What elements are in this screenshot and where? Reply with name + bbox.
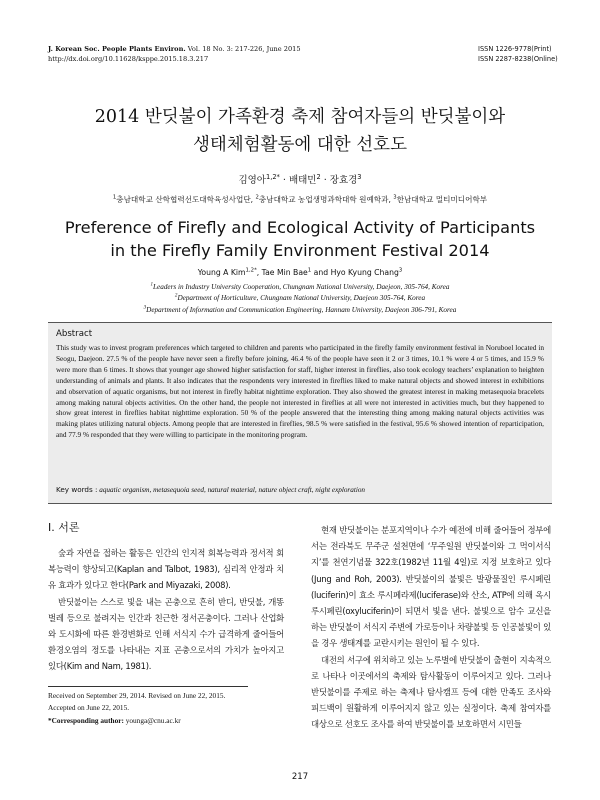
issn-print: ISSN 1226-9778(Print) xyxy=(478,45,552,53)
right-column xyxy=(311,522,551,733)
english-author-1-sup: 1,2* xyxy=(245,267,257,274)
author-separator: · xyxy=(320,175,330,186)
right-body xyxy=(311,522,551,733)
accepted-date: Accepted on June 22, 2015. xyxy=(48,703,130,713)
corresponding-label: *Corresponding author: xyxy=(48,715,124,725)
keywords-label: Key words : xyxy=(56,485,98,494)
korean-title xyxy=(0,103,600,159)
english-affil-3 xyxy=(0,305,600,316)
abstract-box xyxy=(48,322,552,504)
affil-sup-1: 1 xyxy=(112,194,117,201)
korean-author-2-sup: 2 xyxy=(316,172,321,181)
english-affil-3-text: Department of Information and Communication Engineering, Hannam University, Daejeon 306-791, Korea xyxy=(146,305,457,314)
korean-title-line1: 2014 반딧불이 가족환경 축제 참여자들의 반딧불이와 xyxy=(94,107,506,127)
korean-affil-1: 충남대학교 산학협력선도대학육성사업단, xyxy=(116,195,254,204)
journal-header xyxy=(48,44,301,64)
footnote xyxy=(48,690,308,727)
received-dates: Received on September 29, 2014. Revised on June 22, 2015. xyxy=(48,691,226,700)
english-title xyxy=(0,216,600,262)
corresponding-email[interactable]: younga@cnu.ac.kr xyxy=(125,715,181,725)
korean-author-1-sup: 1,2* xyxy=(265,172,280,181)
english-author-2: Tae Min Bae xyxy=(261,268,308,277)
english-author-2-sup: 1 xyxy=(307,267,312,274)
section-heading: Ⅰ. 서론 xyxy=(48,521,80,534)
and-word: and xyxy=(313,268,329,277)
english-author-1: Young A Kim xyxy=(197,268,246,277)
korean-affil-2: 충남대학교 농업생명과학대학 원예학과, xyxy=(258,195,391,204)
issn-block xyxy=(478,44,558,64)
english-title-line1: Preference of Firefly and Ecological Activity of Participants xyxy=(64,218,536,237)
english-author-3: Hyo Kyung Chang xyxy=(330,268,399,277)
english-title-line2: in the Firefly Family Environment Festival 2014 xyxy=(110,241,490,260)
doi-link[interactable]: http://dx.doi.org/10.11628/ksppe.2015.18.3.217 xyxy=(48,55,209,63)
affil-sup-3: 3 xyxy=(393,194,397,201)
english-affil-2 xyxy=(0,293,600,304)
korean-author-1: 김영아 xyxy=(238,175,266,186)
korean-affil-3: 한남대학교 멀티미디어학부 xyxy=(396,195,488,204)
journal-name: J. Korean Soc. People Plants Environ. xyxy=(48,45,186,53)
english-affil-sup-3: 3 xyxy=(143,305,147,311)
paragraph: 반딧불이는 스스로 빛을 내는 곤충으로 흔히 반디, 반딧불, 개똥벌레 등으로 불려지는 인간과 친근한 정서곤충이다. 그러나 산업화와 도시화에 따른 환경변화로 인해 서식지 수가 급격하게 줄어들어 환경오염의 정도를 나타내는 지표 곤충으로서의 가치가 높아지고 있다(Kim and Nam, 1981). xyxy=(48,596,284,672)
paragraph: 현재 반딧불이는 분포지역이나 수가 예전에 비해 줄어들어 정부에서는 전라북도 무주군 설천면에 ‘무주일원 반딧불이와 그 먹이서식지’를 천연기념물 322호(1982년 11월 4일)로 지정 보호하고 있다(Jung and Roh, 2003). 반딧불이의 불빛은 발광물질인 루시페린(luciferin)이 효소 루시페라제(luciferase)와 산소, ATP에 의해 옥시루시페린(oxyluciferin)이 되면서 빛을 낸다. 불빛으로 암수 교신을 하는 반딧불이 서식지 주변에 가로등이나 차량불빛 등 인공불빛이 있을 경우 생태계를 교란시키는 원인이 될 수 있다. xyxy=(311,525,551,649)
paragraph: 숲과 자연을 접하는 활동은 인간의 인지적 회복능력과 정서적 회복능력이 향상되고(Kaplan and Talbot, 1983), 심리적 안정과 치유 효과가 있다고 한다(Park and Miyazaki, 2008). xyxy=(48,548,284,591)
english-affiliations xyxy=(0,282,600,316)
english-affil-sup-2: 2 xyxy=(174,294,178,300)
left-body xyxy=(48,545,284,675)
footnote-divider xyxy=(48,686,248,687)
english-affil-1-text: Leaders in Industry University Cooperation, Chungnam National University, Daejeon, 305-764, Korea xyxy=(153,283,450,291)
korean-author-2: 배태민 xyxy=(288,175,317,186)
korean-authors xyxy=(0,172,600,186)
page-number: 217 xyxy=(291,772,309,782)
citation: Vol. 18 No. 3: 217-226, June 2015 xyxy=(187,45,301,53)
english-affil-1 xyxy=(0,282,600,293)
korean-author-3: 장효경 xyxy=(329,175,358,186)
abstract-heading: Abstract xyxy=(56,329,93,339)
left-column xyxy=(48,519,284,675)
english-authors: Young A Kim$^{1,2*}$, Tae Min Bae$^1$ and Hyo Kyung Chang$^3$ xyxy=(197,267,403,277)
paragraph: 대전의 서구에 위치하고 있는 노루벌에 반딧불이 출현이 지속적으로 나타나 이곳에서의 축제와 탐사활동이 이루어지고 있다. 그러나 반딧불이를 주제로 하는 축제나 탐사캠프 등에 대한 만족도 조사와 피드백이 원활하게 이루어지지 않고 있는 실정이다. 축제 참여자를 대상으로 선호도 조사를 하여 반딧불이를 보호하면서 시민들 xyxy=(311,654,551,730)
keywords xyxy=(56,485,546,494)
abstract-text: This study was to invest program preferences which targeted to children and parents who participated in the firefly family environment festival in Noruboel located in Seogu, Daejeon. 27.5 % of the people have never seen a firefly before joining, 46.4 % of the people have seen it 2 or 3 times, 10.1 % were 4 or 5 times, and 15.9 % were more than 6 times. It shows that younger age showed higher satisfaction for staff, higher interest in fireflies, also took ecology teachers’ explanation to heighten understanding of animals and plants. It also indicates that the respondents very interested in fireflies liked to make natural objects and showed interest in exhibitions and observation of aquatic organisms, but not interest in firefly habitat nighttime exploration. They also showed the greatest interest in making metasequoia bracelets among making natural objects activities. On the other hand, the people not interested in fireflies at all were not interested in activities much, but they happened to show great interest in fireflies habitat nighttime exploration. 50 % of the people answered that the interesting thing among making natural objects activities was making plates utilizing natural objects. Among people that are interested in fireflies, 98.5 % were satisfied in the festival, 95.6 % showed intention of reparticipation, and 77.9 % responded that they were willing to participate in the monitoring program. xyxy=(56,343,544,440)
korean-affiliations xyxy=(0,194,600,205)
english-author-3-sup: 3 xyxy=(398,267,403,274)
keywords-values: aquatic organism, metasequoia seed, natural material, nature object craft, night exploration xyxy=(99,486,366,494)
author-separator: · xyxy=(279,175,289,186)
korean-title-line2: 생태체험활동에 대한 선호도 xyxy=(193,135,407,155)
english-affil-sup-1: 1 xyxy=(150,282,154,288)
english-affil-2-text: Department of Horticulture, Chungnam National University, Daejeon 305-764, Korea xyxy=(177,294,426,303)
issn-online: ISSN 2287-8238(Online) xyxy=(478,55,558,63)
affil-sup-2: 2 xyxy=(255,194,259,201)
korean-author-3-sup: 3 xyxy=(357,172,362,181)
